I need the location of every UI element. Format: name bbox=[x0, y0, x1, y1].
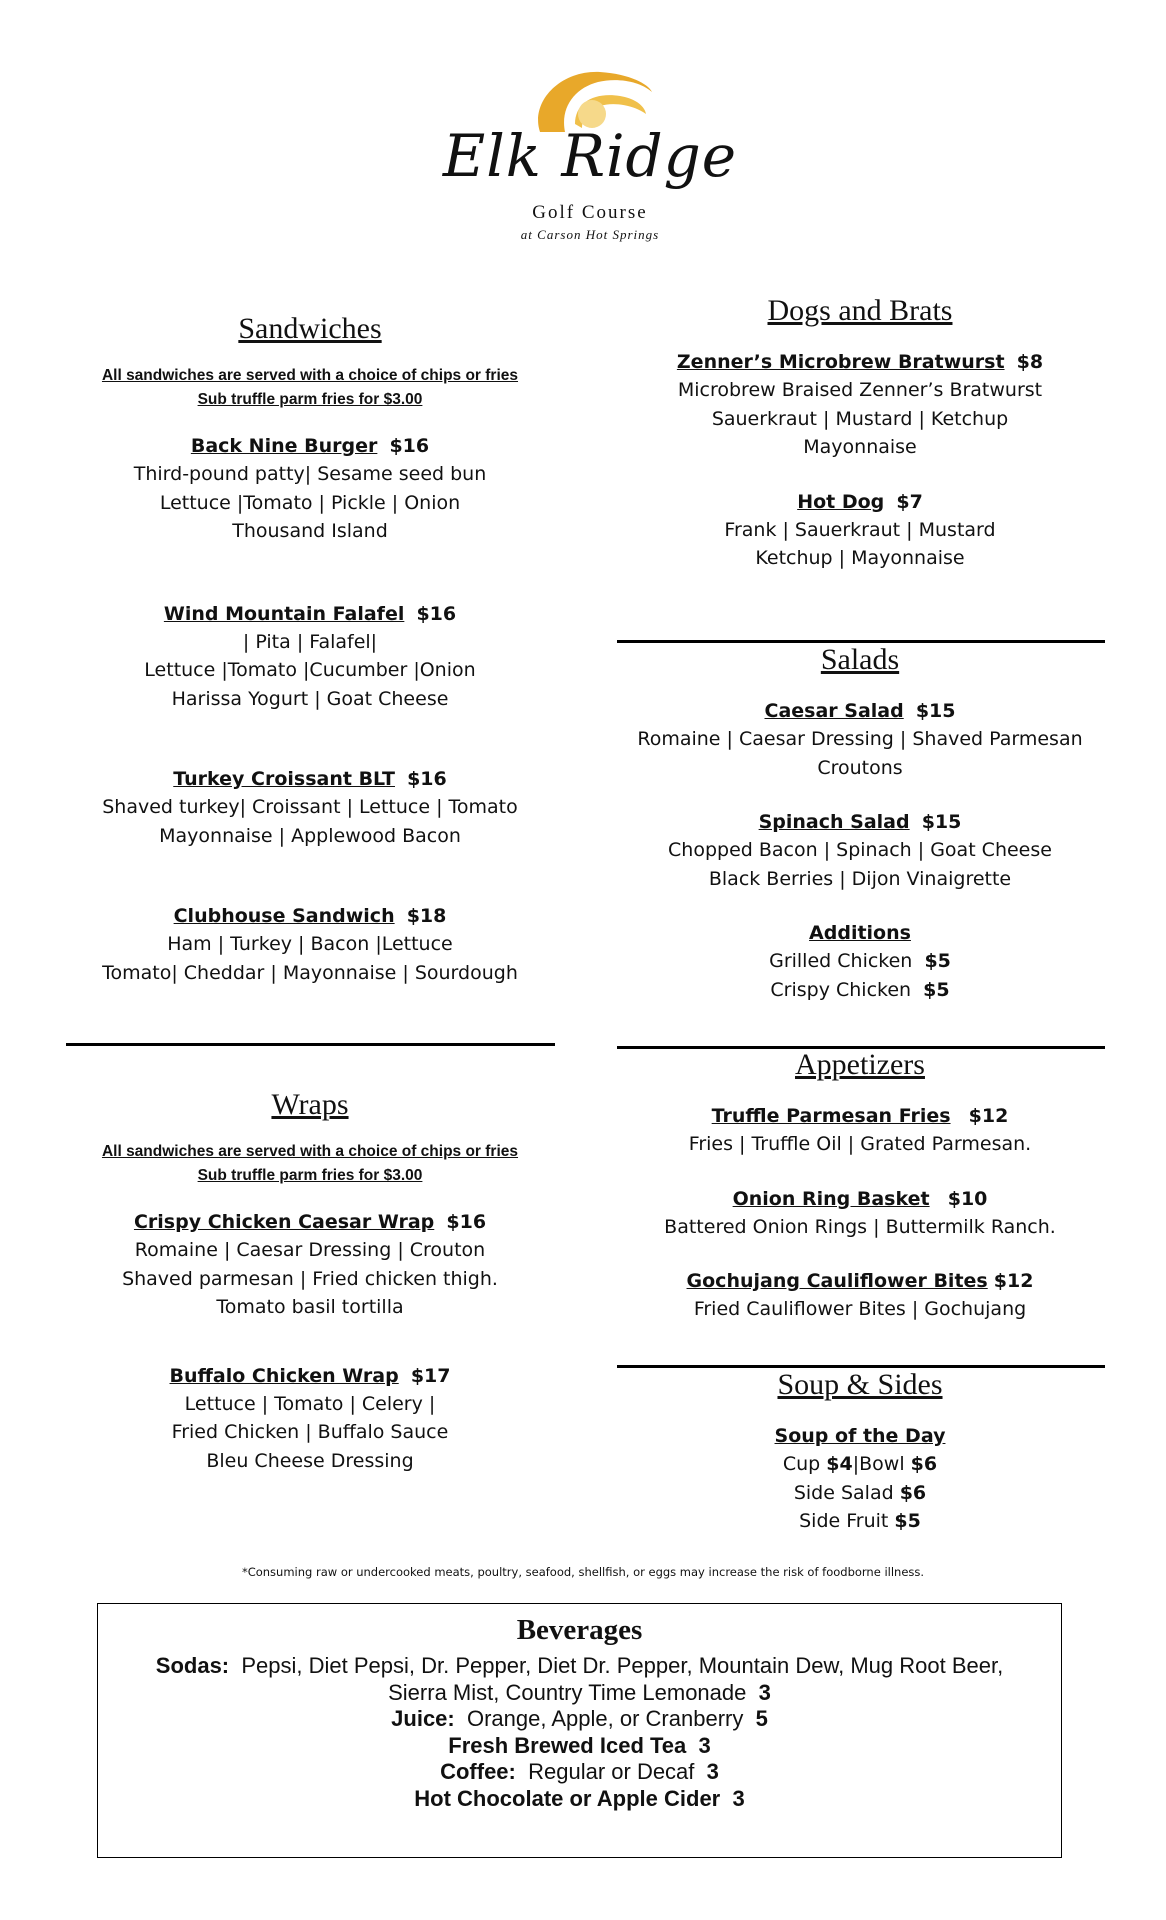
side-fruit-label: Side Fruit bbox=[799, 1510, 889, 1532]
item-desc: Third-pound patty| Sesame seed bun bbox=[133, 463, 487, 485]
item-name: Turkey Croissant BLT bbox=[173, 768, 395, 790]
section-title-salads: Salads bbox=[820, 643, 900, 676]
item-desc: Fried Cauliflower Bites | Gochujang bbox=[693, 1298, 1027, 1320]
addition-price: $5 bbox=[923, 978, 950, 1001]
addition-price: $5 bbox=[924, 950, 951, 972]
wraps-note: All sandwiches are served with a choice of chips or fries bbox=[101, 1143, 519, 1160]
juice-list: Orange, Apple, or Cranberry bbox=[466, 1706, 744, 1731]
item-price: $17 bbox=[410, 1364, 451, 1387]
cup-price: $4 bbox=[826, 1453, 853, 1475]
menu-item bbox=[65, 600, 555, 714]
item-price: $16 bbox=[407, 768, 447, 790]
item-name: Buffalo Chicken Wrap bbox=[169, 1364, 399, 1387]
item-price: $8 bbox=[1016, 351, 1044, 373]
menu-item bbox=[65, 1362, 555, 1476]
menu-item bbox=[615, 1102, 1105, 1159]
item-desc: Frank | Sauerkraut | Mustard bbox=[724, 518, 996, 541]
section-title-soup: Soup & Sides bbox=[777, 1368, 943, 1401]
cocoa-label: Hot Chocolate or Apple Cider bbox=[414, 1785, 721, 1811]
sodas-label: Sodas: bbox=[155, 1653, 230, 1678]
menu-item bbox=[65, 765, 555, 850]
juice-label: Juice: bbox=[391, 1706, 455, 1731]
tea-label: Fresh Brewed Iced Tea bbox=[448, 1732, 687, 1758]
item-desc: | Pita | Falafel| bbox=[242, 630, 378, 653]
section-title-beverages: Beverages bbox=[516, 1614, 643, 1646]
item-name: Onion Ring Basket bbox=[732, 1187, 930, 1210]
menu-item bbox=[615, 697, 1105, 782]
item-desc: Thousand Island bbox=[232, 520, 388, 542]
item-desc: Lettuce |Tomato |Cucumber |Onion bbox=[144, 659, 476, 681]
additions bbox=[615, 919, 1105, 1004]
footnote: *Consuming raw or undercooked meats, poultry, seafood, shellfish, or eggs may increase the risk of foodborne illness. bbox=[241, 1565, 925, 1579]
menu-item bbox=[65, 432, 555, 546]
item-desc: Croutons bbox=[817, 756, 903, 779]
item-price: $16 bbox=[416, 602, 457, 625]
item-desc: Tomato| Cheddar | Mayonnaise | Sourdough bbox=[102, 961, 518, 984]
additions-title: Additions bbox=[809, 922, 911, 944]
item-price: $16 bbox=[446, 1211, 487, 1233]
section-title-wraps: Wraps bbox=[271, 1088, 349, 1121]
logo bbox=[440, 62, 740, 252]
item-desc: Black Berries | Dijon Vinaigrette bbox=[708, 867, 1012, 890]
item-desc: Battered Onion Rings | Buttermilk Ranch. bbox=[664, 1215, 1056, 1238]
item-desc: Lettuce |Tomato | Pickle | Onion bbox=[159, 491, 461, 514]
side-salad-label: Side Salad bbox=[793, 1481, 894, 1504]
item-name: Truffle Parmesan Fries bbox=[711, 1105, 951, 1127]
item-price: $16 bbox=[389, 435, 430, 457]
cup-label: Cup bbox=[782, 1453, 821, 1475]
item-desc: Shaved turkey| Croissant | Lettuce | Tomato bbox=[102, 796, 518, 818]
sodas-list-cont: Sierra Mist, Country Time Lemonade bbox=[388, 1679, 747, 1705]
item-desc: Romaine | Caesar Dressing | Shaved Parmesan bbox=[637, 728, 1083, 750]
item-price: $15 bbox=[921, 811, 962, 833]
item-desc: Mayonnaise | Applewood Bacon bbox=[159, 824, 461, 847]
section-title-appetizers: Appetizers bbox=[795, 1048, 925, 1081]
item-name: Clubhouse Sandwich bbox=[173, 905, 395, 927]
section-title-sandwiches: Sandwiches bbox=[238, 312, 382, 345]
item-desc: Shaved parmesan | Fried chicken thigh. bbox=[122, 1267, 498, 1290]
sandwiches-note-sub: Sub truffle parm fries for $3.00 bbox=[197, 391, 423, 408]
beverages-box bbox=[97, 1603, 1062, 1858]
wraps-note-sub: Sub truffle parm fries for $3.00 bbox=[197, 1167, 423, 1184]
sandwiches-note: All sandwiches are served with a choice of chips or fries bbox=[101, 367, 519, 384]
item-desc: Microbrew Braised Zenner’s Bratwurst bbox=[677, 379, 1043, 401]
bowl-price: $6 bbox=[910, 1453, 938, 1475]
item-price: $7 bbox=[896, 490, 923, 513]
item-desc: Mayonnaise bbox=[803, 436, 917, 458]
divider bbox=[66, 1043, 555, 1046]
sodas-list: Pepsi, Diet Pepsi, Dr. Pepper, Diet Dr. Pepper, Mountain Dew, Mug Root Beer, bbox=[241, 1653, 1004, 1678]
addition-label: Grilled Chicken bbox=[769, 950, 913, 972]
item-desc: Romaine | Caesar Dressing | Crouton bbox=[134, 1239, 486, 1261]
menu-item bbox=[65, 1208, 555, 1322]
menu-item bbox=[615, 1267, 1105, 1324]
item-desc: Fried Chicken | Buffalo Sauce bbox=[171, 1421, 449, 1443]
item-name: Zenner’s Microbrew Bratwurst bbox=[676, 351, 1005, 373]
addition-label: Crispy Chicken bbox=[770, 978, 912, 1001]
cocoa-price: 3 bbox=[732, 1785, 745, 1811]
item-desc: Chopped Bacon | Spinach | Goat Cheese bbox=[668, 839, 1052, 861]
menu-item bbox=[615, 348, 1105, 462]
item-price: $12 bbox=[968, 1105, 1009, 1127]
item-desc: Harissa Yogurt | Goat Cheese bbox=[171, 687, 449, 710]
item-desc: Tomato basil tortilla bbox=[216, 1296, 404, 1318]
item-name: Caesar Salad bbox=[764, 700, 904, 722]
logo-tagline: at Carson Hot Springs bbox=[520, 227, 660, 242]
item-name: Back Nine Burger bbox=[190, 435, 378, 457]
juice-price: 5 bbox=[755, 1706, 768, 1731]
item-desc: Ham | Turkey | Bacon |Lettuce bbox=[167, 933, 453, 955]
item-name: Spinach Salad bbox=[758, 811, 910, 833]
coffee-list: Regular or Decaf bbox=[528, 1759, 695, 1784]
item-desc: Bleu Cheese Dressing bbox=[206, 1449, 414, 1472]
logo-name: Elk Ridge bbox=[442, 122, 738, 190]
item-desc: Sauerkraut | Mustard | Ketchup bbox=[711, 407, 1009, 430]
side-salad-price: $6 bbox=[899, 1481, 927, 1504]
appetizers-section bbox=[615, 1048, 1105, 1324]
bowl-label: Bowl bbox=[859, 1453, 905, 1475]
dogs-section bbox=[615, 294, 1105, 573]
item-price: $15 bbox=[915, 700, 956, 722]
coffee-price: 3 bbox=[706, 1759, 719, 1784]
item-price: $18 bbox=[406, 905, 447, 927]
menu-item bbox=[615, 1185, 1105, 1242]
item-name: Wind Mountain Falafel bbox=[163, 602, 405, 625]
item-desc: Ketchup | Mayonnaise bbox=[755, 547, 965, 569]
soup-section bbox=[615, 1368, 1105, 1536]
item-desc: Fries | Truffle Oil | Grated Parmesan. bbox=[688, 1133, 1032, 1155]
tea-price: 3 bbox=[698, 1732, 711, 1758]
menu-item bbox=[65, 902, 555, 987]
item-name: Soup of the Day bbox=[774, 1425, 946, 1447]
item-desc: Lettuce | Tomato | Celery | bbox=[184, 1392, 436, 1415]
item-price: $12 bbox=[993, 1270, 1034, 1292]
logo-subtitle: Golf Course bbox=[532, 202, 648, 223]
wraps-section bbox=[65, 1088, 555, 1475]
side-fruit-price: $5 bbox=[894, 1510, 921, 1532]
section-title-dogs: Dogs and Brats bbox=[767, 294, 953, 327]
soup-item: Soup of the Day Cup $4|Bowl $6 Side Salad $6 Side Fruit $5 bbox=[774, 1425, 946, 1532]
salads-section bbox=[615, 643, 1105, 1004]
item-name: Gochujang Cauliflower Bites bbox=[686, 1270, 988, 1292]
item-price: $10 bbox=[947, 1187, 988, 1210]
item-name: Hot Dog bbox=[797, 490, 885, 513]
menu-item bbox=[615, 808, 1105, 893]
menu-item bbox=[615, 488, 1105, 573]
sandwiches-section bbox=[65, 312, 555, 987]
item-name: Crispy Chicken Caesar Wrap bbox=[133, 1211, 435, 1233]
coffee-label: Coffee: bbox=[440, 1759, 516, 1784]
sodas-price: 3 bbox=[758, 1679, 771, 1705]
